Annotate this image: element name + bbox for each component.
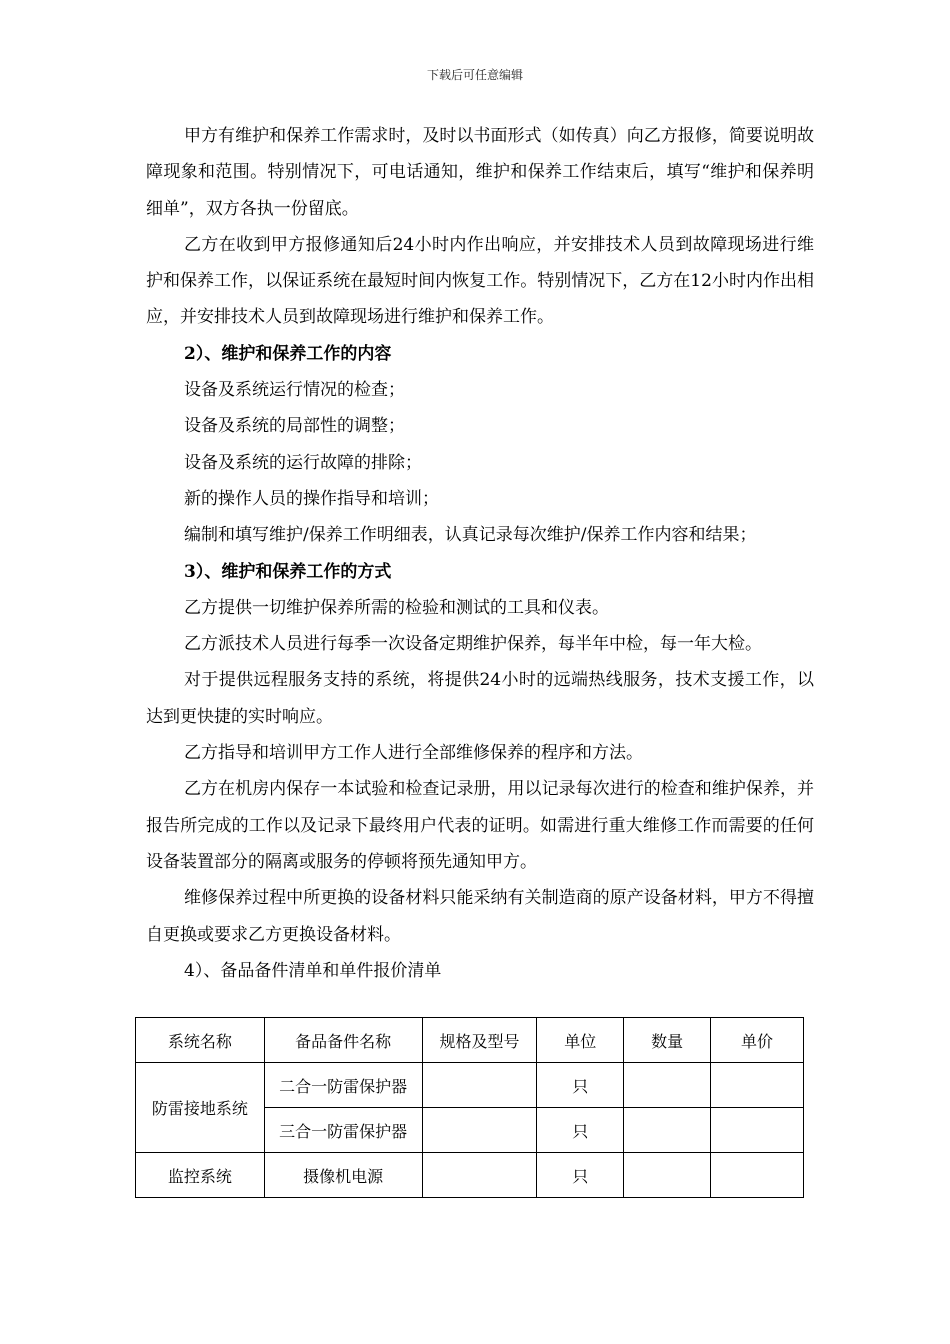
spec-cell (422, 1108, 537, 1153)
table-header-row (136, 1018, 804, 1063)
paragraph: 乙方派技术人员进行每季一次设备定期维护保养，每半年中检，每一年大检。 (184, 634, 762, 655)
part-name-cell: 三合一防雷保护器 (264, 1108, 422, 1153)
page-header: 下载后可任意编辑 (426, 68, 523, 82)
price-cell (711, 1063, 804, 1108)
paragraph: 甲方有维护和保养工作需求时，及时以书面形式（如传真）向乙方报修，简要说明故障现象和范围。特别情况下，可电话通知，维护和保养工作结束后，填写“维护和保养明细单”，双方各执一份留底。 (146, 126, 814, 219)
list-item: 设备及系统运行情况的检查； (184, 380, 405, 401)
section-heading: 3）、维护和保养工作的方式 (184, 561, 392, 582)
section-heading: 4）、备品备件清单和单件报价清单 (184, 960, 442, 981)
unit-cell: 只 (537, 1153, 624, 1198)
table-row (136, 1153, 804, 1198)
spare-parts-table (135, 1017, 804, 1198)
table-row (136, 1063, 804, 1108)
column-header: 数量 (624, 1018, 711, 1063)
unit-cell: 只 (537, 1063, 624, 1108)
column-header: 备品备件名称 (264, 1018, 422, 1063)
paragraph: 维修保养过程中所更换的设备材料只能采纳有关制造商的原产设备材料，甲方不得擅自更换或要求乙方更换设备材料。 (146, 888, 814, 945)
section-heading: 2）、维护和保养工作的内容 (184, 343, 392, 364)
price-cell (711, 1108, 804, 1153)
paragraph: 乙方提供一切维护保养所需的检验和测试的工具和仪表。 (184, 597, 609, 618)
part-name-cell: 摄像机电源 (264, 1153, 422, 1198)
paragraph: 乙方指导和培训甲方工作人进行全部维修保养的程序和方法。 (184, 743, 643, 764)
system-name-cell: 防雷接地系统 (136, 1063, 265, 1153)
list-item: 设备及系统的局部性的调整； (184, 416, 405, 437)
paragraph: 乙方在机房内保存一本试验和检查记录册，用以记录每次进行的检查和维护保养，并报告所完成的工作以及记录下最终用户代表的证明。如需进行重大维修工作而需要的任何设备装置部分的隔离或服务的停顿将预先通知甲方。 (146, 779, 814, 872)
part-name-cell: 二合一防雷保护器 (264, 1063, 422, 1108)
quantity-cell (624, 1108, 711, 1153)
paragraph: 乙方在收到甲方报修通知后24小时内作出响应，并安排技术人员到故障现场进行维护和保养工作，以保证系统在最短时间内恢复工作。特别情况下，乙方在12小时内作出相应，并安排技术人员到故障现场进行维护和保养工作。 (146, 234, 814, 328)
unit-cell: 只 (537, 1108, 624, 1153)
column-header: 系统名称 (136, 1018, 265, 1063)
list-item: 设备及系统的运行故障的排除； (184, 452, 422, 473)
price-cell (711, 1153, 804, 1198)
quantity-cell (624, 1063, 711, 1108)
spec-cell (422, 1153, 537, 1198)
document-body (146, 118, 814, 989)
spec-cell (422, 1063, 537, 1108)
list-item: 编制和填写维护/保养工作明细表，认真记录每次维护/保养工作内容和结果； (184, 525, 757, 546)
system-name-cell: 监控系统 (136, 1153, 265, 1198)
column-header: 单价 (711, 1018, 804, 1063)
paragraph: 对于提供远程服务支持的系统，将提供24小时的远端热线服务，技术支援工作，以达到更快捷的实时响应。 (146, 670, 814, 727)
quantity-cell (624, 1153, 711, 1198)
column-header: 单位 (537, 1018, 624, 1063)
list-item: 新的操作人员的操作指导和培训； (184, 488, 439, 509)
column-header: 规格及型号 (422, 1018, 537, 1063)
